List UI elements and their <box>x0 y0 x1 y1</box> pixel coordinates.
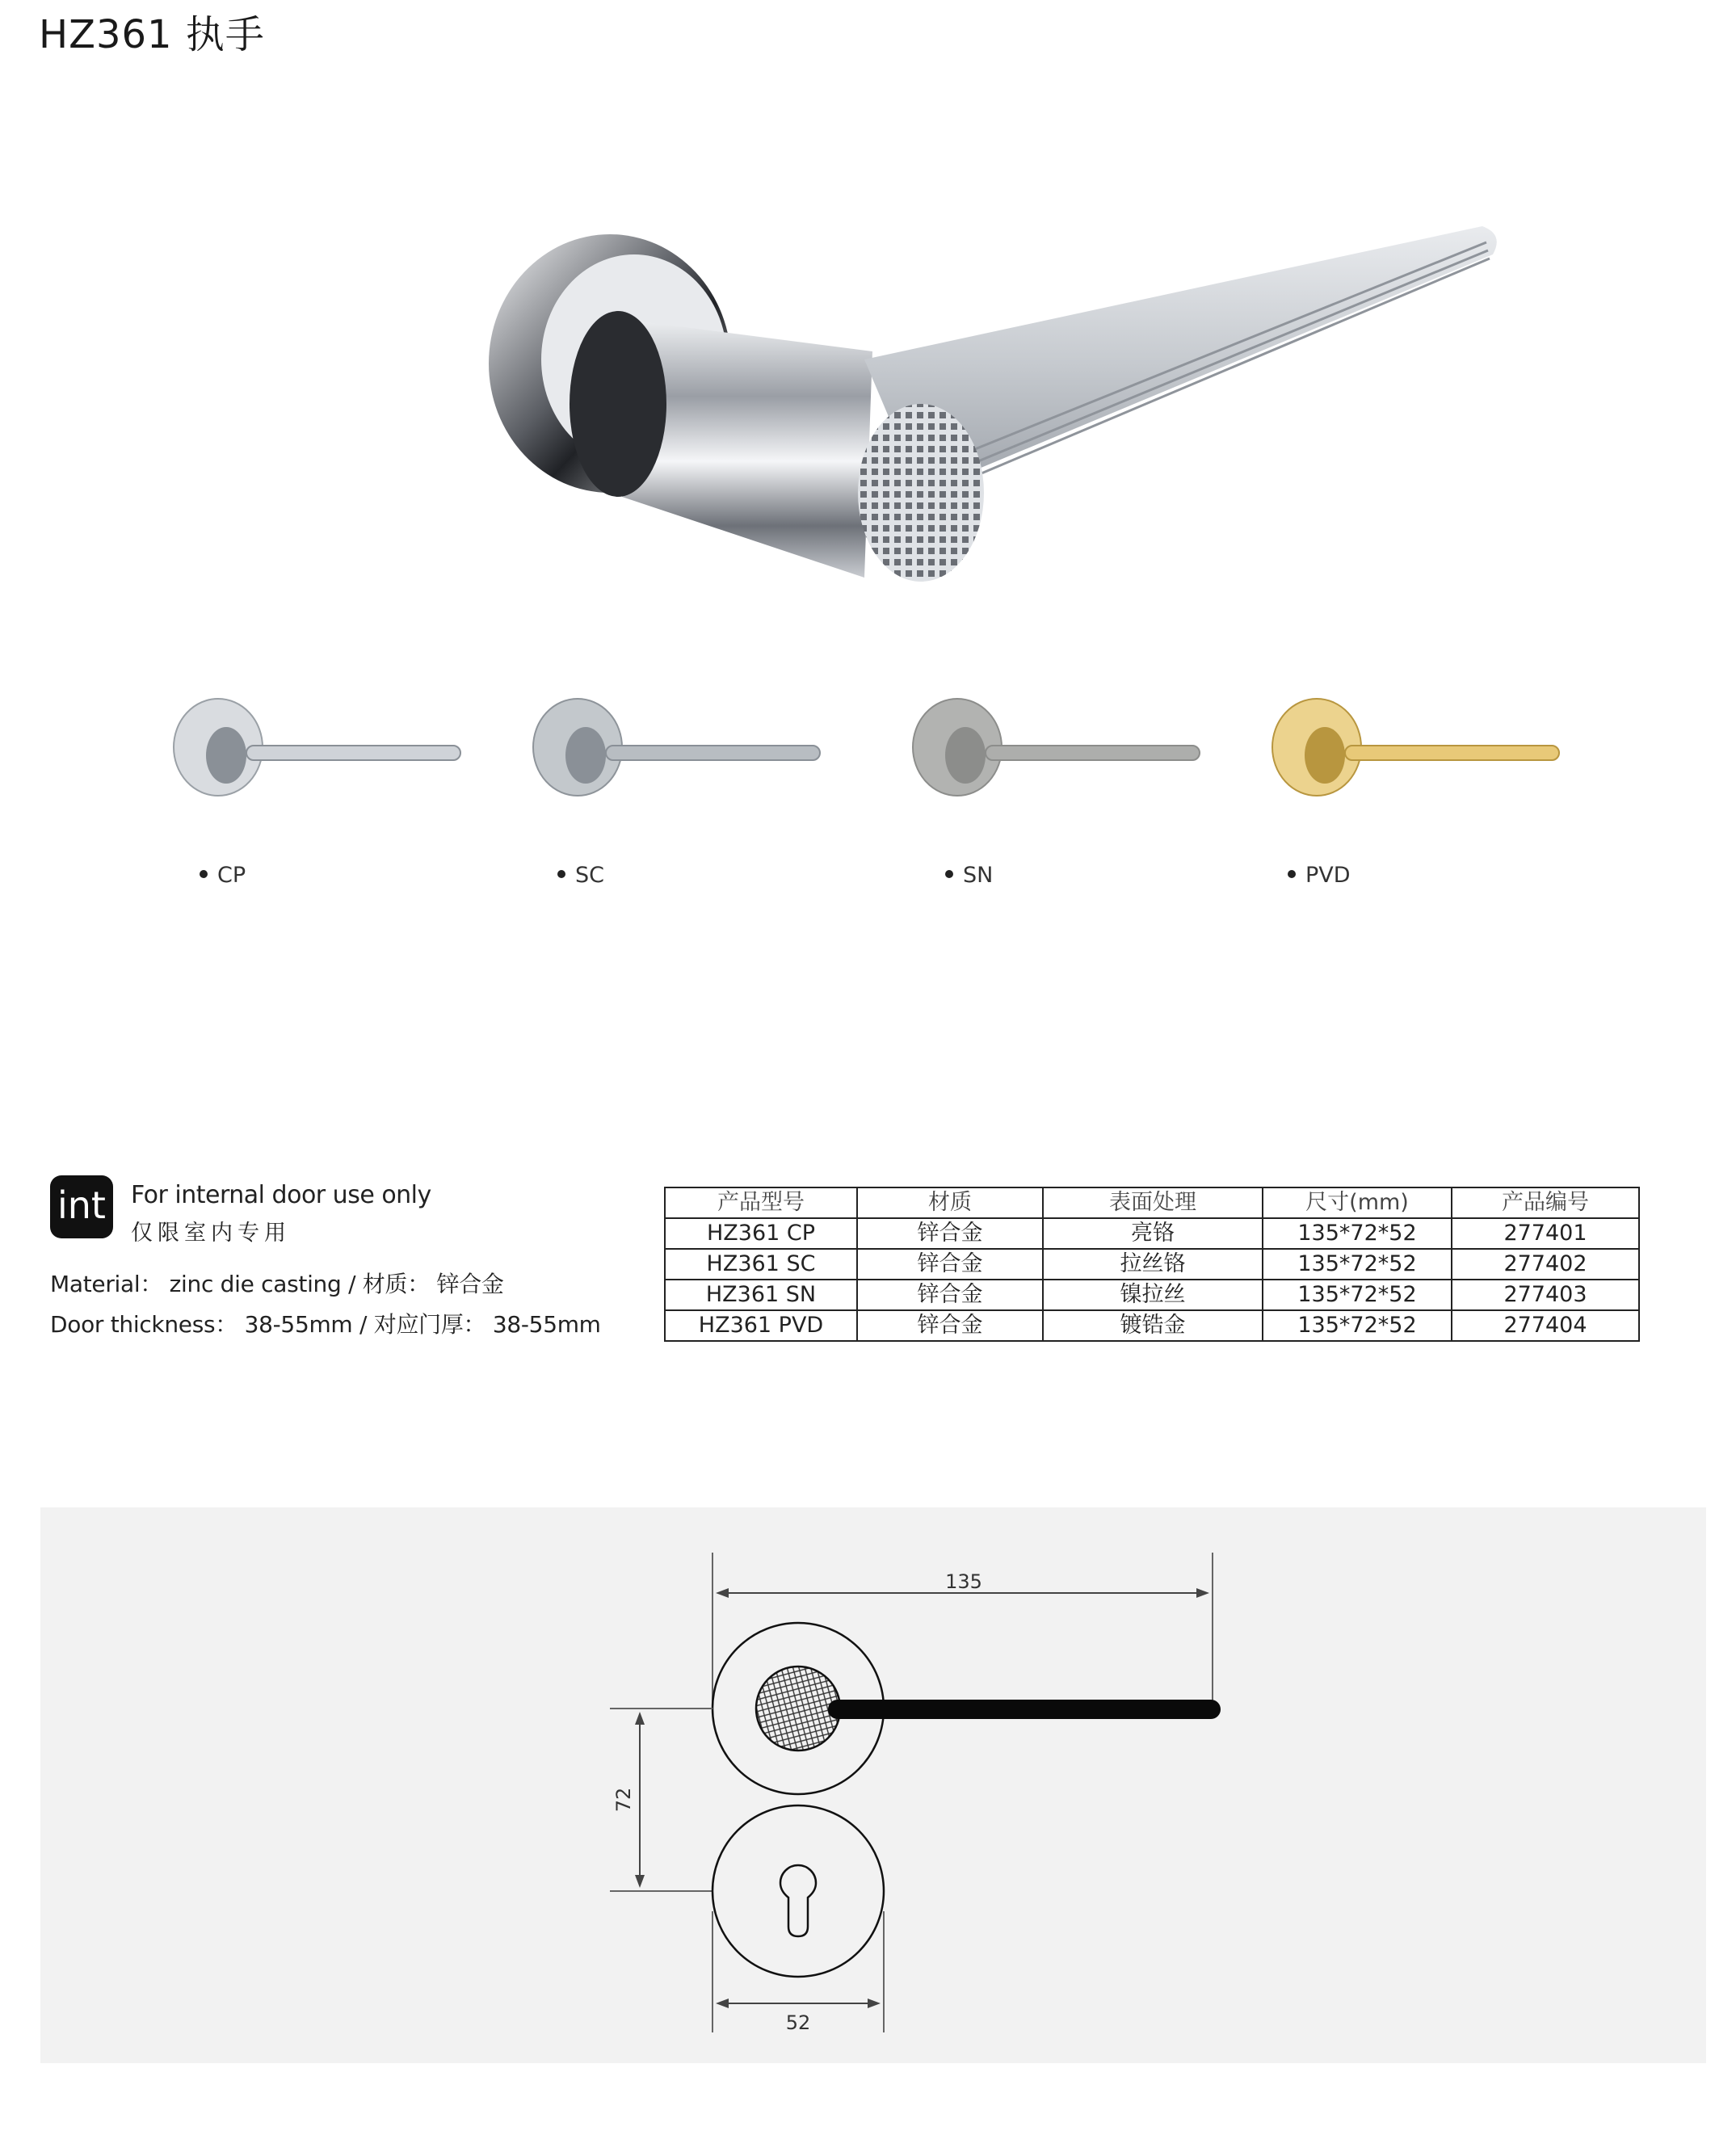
column-header: 材质 <box>857 1187 1043 1218</box>
column-header: 表面处理 <box>1043 1187 1263 1218</box>
table-cell: 135*72*52 <box>1263 1280 1452 1310</box>
product-spec-table <box>664 1187 1640 1342</box>
table-cell: 拉丝铬 <box>1043 1249 1263 1280</box>
lever-handle-illustration <box>485 206 1519 610</box>
table-header-row <box>665 1187 1639 1218</box>
variant-image-sn <box>909 691 1216 820</box>
door-thickness-spec: Door thickness： 38-55mm / 对应门厚： 38-55mm <box>50 1311 601 1338</box>
table-cell: 277402 <box>1452 1249 1639 1280</box>
table-cell: 锌合金 <box>857 1249 1043 1280</box>
table-cell: HZ361 CP <box>665 1218 857 1249</box>
finish-label-sc: SC <box>557 863 604 888</box>
column-header: 产品型号 <box>665 1187 857 1218</box>
dimension-length-label: 135 <box>945 1570 982 1593</box>
column-header: 尺寸(mm) <box>1263 1187 1452 1218</box>
table-cell: 锌合金 <box>857 1310 1043 1341</box>
variant-image-pvd <box>1268 691 1575 820</box>
table-cell: 277403 <box>1452 1280 1639 1310</box>
page-title: HZ361 执手 <box>39 12 265 57</box>
finish-label-sn: SN <box>945 863 993 888</box>
finish-label-cp: CP <box>200 863 246 888</box>
dimension-diameter-label: 52 <box>785 2011 811 2034</box>
table-cell: 锌合金 <box>857 1218 1043 1249</box>
bullet-icon <box>945 870 953 878</box>
internal-use-badge: int <box>50 1175 113 1238</box>
table-row <box>665 1280 1639 1310</box>
usage-note-cn: 仅限室内专用 <box>131 1221 291 1246</box>
table-cell: HZ361 SN <box>665 1280 857 1310</box>
table-cell: 135*72*52 <box>1263 1310 1452 1341</box>
table-cell: 亮铬 <box>1043 1218 1263 1249</box>
table-cell: 镀锆金 <box>1043 1310 1263 1341</box>
finish-label-pvd: PVD <box>1288 863 1351 888</box>
column-header: 产品编号 <box>1452 1187 1639 1218</box>
table-cell: HZ361 PVD <box>665 1310 857 1341</box>
table-cell: HZ361 SC <box>665 1249 857 1280</box>
bullet-icon <box>200 870 208 878</box>
variant-image-cp <box>170 691 477 820</box>
table-cell: 135*72*52 <box>1263 1249 1452 1280</box>
table-row <box>665 1218 1639 1249</box>
table-cell: 277401 <box>1452 1218 1639 1249</box>
table-row <box>665 1310 1639 1341</box>
variant-image-sc <box>529 691 836 820</box>
table-cell: 277404 <box>1452 1310 1639 1341</box>
bullet-icon <box>557 870 565 878</box>
table-cell: 锌合金 <box>857 1280 1043 1310</box>
usage-note-en: For internal door use only <box>131 1181 431 1209</box>
material-spec: Material： zinc die casting / 材质： 锌合金 <box>50 1271 504 1297</box>
table-cell: 135*72*52 <box>1263 1218 1452 1249</box>
dimension-drawing-panel <box>40 1507 1706 2063</box>
dimension-center-distance-label: 72 <box>612 1787 635 1813</box>
hero-product-image <box>485 206 1519 610</box>
table-cell: 镍拉丝 <box>1043 1280 1263 1310</box>
table-row <box>665 1249 1639 1280</box>
dimension-drawing <box>40 1507 1706 2063</box>
bullet-icon <box>1288 870 1296 878</box>
